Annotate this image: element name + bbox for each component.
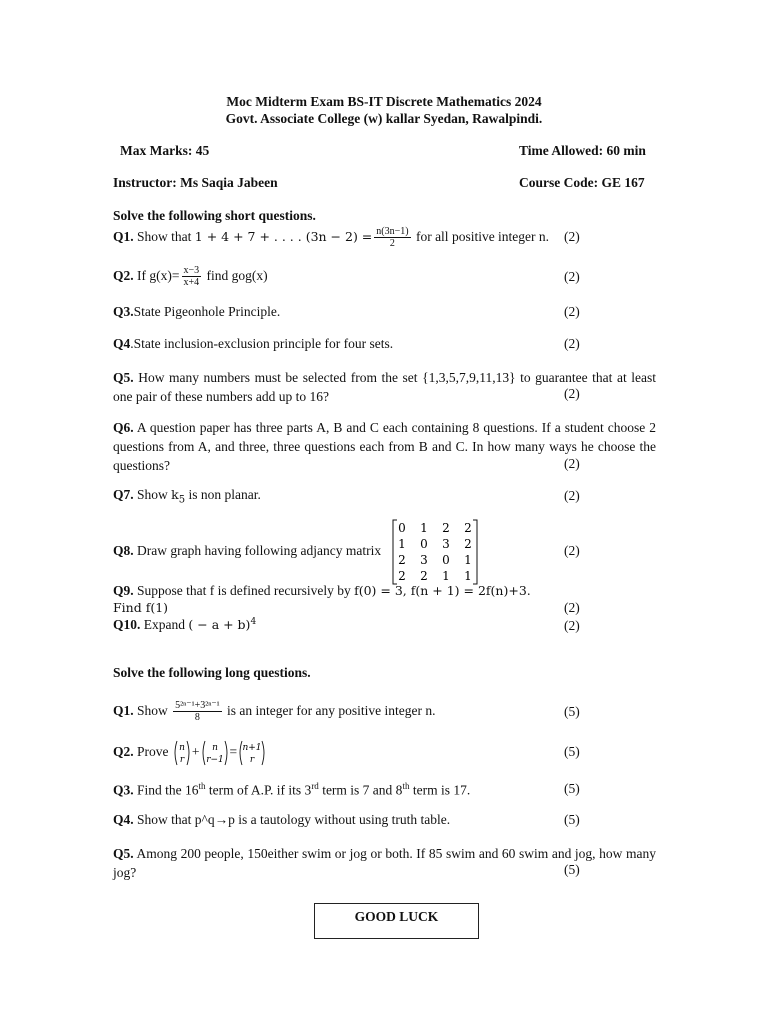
marks: (2) — [564, 618, 580, 633]
svg-text:r−1: r−1 — [205, 754, 224, 765]
question-number: Q2. — [113, 744, 134, 759]
short-q4: Q4.State inclusion-exclusion principle for four sets. — [113, 336, 394, 351]
matrix-cell: 3 — [442, 537, 450, 551]
matrix-cell: 2 — [464, 521, 472, 535]
matrix-cell: 1 — [464, 569, 472, 583]
question-number: Q7. — [113, 487, 134, 502]
question-number: Q6. — [113, 420, 134, 435]
svg-text:n: n — [178, 742, 185, 753]
long-q2: Q2. Prove n r + n r−1 = n+1 r — [113, 738, 267, 766]
question-number: Q9. — [113, 583, 134, 598]
matrix-cell: 2 — [398, 553, 406, 567]
short-q3: Q3.State Pigeonhole Principle. — [113, 304, 281, 319]
marks: (2) — [564, 269, 580, 284]
question-number: Q2. — [113, 268, 134, 283]
short-q1: Q1. Show that 1 + 4 + 7 + . . . . (3n − 2) = $\frac{n(3n-1)}{2}$ for all positive integer n. — [113, 226, 550, 250]
fraction: $\frac{\text{5²ⁿ⁻¹+3²ⁿ⁻¹}}{8}$ — [175, 700, 220, 724]
svg-text:r: r — [249, 754, 255, 765]
recurrence-expression: f(0) = 3, f(n + 1) = 2f(n)+3. — [354, 583, 531, 598]
instructor: Instructor: Ms Saqia Jabeen — [113, 175, 278, 190]
adjacency-matrix — [392, 519, 478, 585]
marks: (5) — [564, 781, 580, 796]
course-code: Course Code: GE 167 — [519, 175, 645, 190]
good-luck-box — [314, 903, 479, 939]
marks: (2) — [564, 304, 580, 319]
exam-title: Moc Midterm Exam BS-IT Discrete Mathematics 2024 — [226, 94, 542, 109]
short-q7: Q7. Show $k_5$ is non planar. — [113, 487, 261, 506]
marks: (2) — [564, 456, 580, 471]
binomial-expression: ( − a + b)$^4$ — [188, 617, 257, 633]
college-name: Govt. Associate College (w) kallar Syedan, Rawalpindi. — [225, 111, 543, 126]
short-q10: Q10. Expand ( − a + b)$^4$ — [113, 617, 257, 633]
question-number: Q1. — [113, 229, 134, 244]
matrix-left-bracket — [393, 520, 397, 584]
short-q5: Q5. How many numbers must be selected from the set {1,3,5,7,9,11,13} to guarantee that at least one pair of these numbers add up to 16? — [113, 370, 657, 404]
binomial-coefficient-2 — [200, 740, 230, 766]
short-q6: Q6. A question paper has three parts A, B and C each containing 8 questions. If a student choose 2 questions from A, and three, three questions each from B and C. In how many ways he choose the questions? — [113, 420, 656, 473]
matrix-cell: 2 — [398, 569, 406, 583]
short-q8: Q8. Draw graph having following adjancy matrix — [113, 543, 382, 558]
marks: (5) — [564, 862, 580, 877]
marks: (5) — [564, 812, 580, 827]
long-q5: Q5. Among 200 people, 150either swim or jog or both. If 85 swim and 60 swim and jog, how many jog? — [113, 846, 656, 880]
long-q1: Q1. Show $\frac{\text{5²ⁿ⁻¹+3²ⁿ⁻¹}}{8}$ is an integer for any positive integer n. — [113, 700, 436, 724]
series-expression: 1 + 4 + 7 + . . . . (3n − 2) = — [194, 229, 373, 244]
matrix-cell: 1 — [398, 537, 406, 551]
matrix-cell: 2 — [420, 569, 428, 583]
max-marks: Max Marks: 45 — [120, 143, 210, 158]
long-questions-heading: Solve the following long questions. — [113, 665, 311, 680]
svg-text:n+1: n+1 — [242, 742, 262, 753]
short-q9: Q9. Suppose that f is defined recursively by f(0) = 3, f(n + 1) = 2f(n)+3. — [113, 583, 531, 598]
question-number: Q4 — [113, 336, 131, 351]
marks: (2) — [564, 336, 580, 351]
binomial-coefficient-1 — [172, 740, 192, 766]
question-number: Q8. — [113, 543, 134, 558]
svg-text:n: n — [211, 742, 218, 753]
svg-text:r: r — [179, 754, 185, 765]
matrix-cell: 2 — [464, 537, 472, 551]
short-questions-heading: Solve the following short questions. — [113, 208, 316, 223]
matrix-right-bracket — [473, 520, 477, 584]
short-q2: Q2. If g(x)= $\frac{x-3}{x+4}$ find gog(x) — [113, 265, 268, 289]
matrix-cell: 0 — [398, 521, 406, 535]
long-q3: Q3. Find the 16th term of A.P. if its 3rd term is 7 and 8th term is 17. — [113, 781, 471, 798]
complete-graph-k5: $k_5$ — [171, 487, 186, 506]
short-q9-line2: Find f(1) — [113, 600, 169, 615]
marks: (2) — [564, 488, 580, 503]
long-q4: Q4. Show that p^q→p is a tautology without using truth table. — [113, 812, 451, 827]
question-number: Q3. — [113, 782, 134, 798]
matrix-cell: 0 — [420, 537, 428, 551]
marks: (5) — [564, 744, 580, 759]
marks: (2) — [564, 600, 580, 615]
matrix-cell: 0 — [442, 553, 450, 567]
matrix-cell: 3 — [420, 553, 428, 567]
marks: (2) — [564, 229, 580, 244]
good-luck-text: GOOD LUCK — [354, 909, 439, 924]
question-number: Q5. — [113, 846, 134, 861]
fraction: $\frac{x-3}{x+4}$ — [183, 265, 200, 289]
question-number: Q4. — [113, 812, 134, 827]
marks: (2) — [564, 386, 580, 401]
question-number: Q5. — [113, 370, 134, 385]
time-allowed: Time Allowed: 60 min — [519, 143, 646, 158]
fraction: $\frac{n(3n-1)}{2}$ — [376, 226, 409, 250]
marks: (2) — [564, 543, 580, 558]
question-number: Q3. — [113, 304, 134, 319]
binomial-coefficient-3 — [237, 740, 267, 766]
matrix-cell: 2 — [442, 521, 450, 535]
matrix-svg — [392, 519, 478, 585]
matrix-cell: 1 — [464, 553, 472, 567]
matrix-cell: 1 — [442, 569, 450, 583]
question-number: Q10. — [113, 617, 141, 633]
marks: (5) — [564, 704, 580, 719]
question-number: Q1. — [113, 703, 134, 718]
matrix-cell: 1 — [420, 521, 428, 535]
